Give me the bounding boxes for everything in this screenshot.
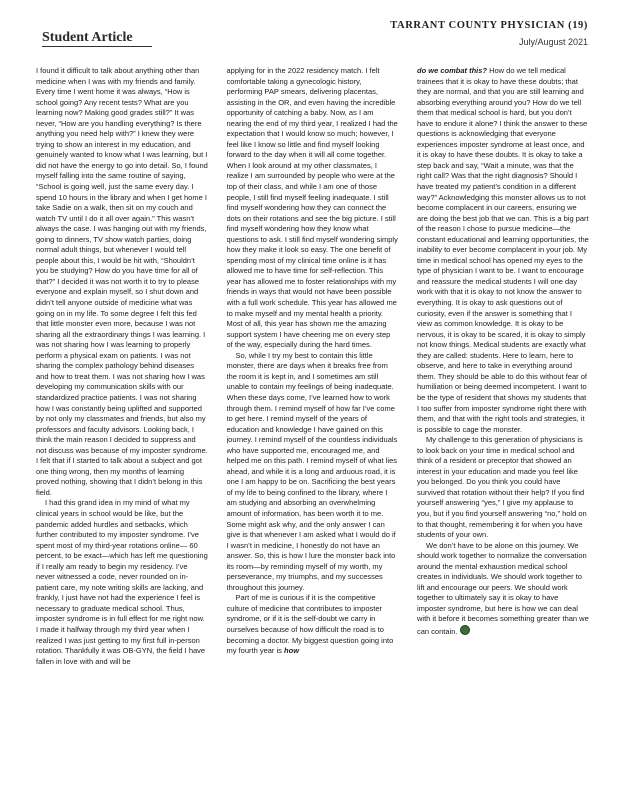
section-label: Student Article bbox=[42, 30, 133, 45]
paragraph: I found it difficult to talk about anything other than medicine when I was with my friends and family. Every time I went home it was always, “How is school going? Any recent tests? What are you learning now? Making good grades still?” It was never, “How are you handling everything? Is there anything you need help with?” I knew they were trying to show an interest in my education, and genuinely wanted to know what I was learning, but I did not have the energy to go into detail. So, I found myself falling into the same routine of saying, “School is going well, just the same every day. I spend 10 hours in the library and when I get home I take Sadie on a walk, then sit on my couch and watch TV until I do it all over again.” This wasn’t always the case. I was hanging out with my friends, going to dinners, TV show watch parties, doing normal adult things, but whenever I would tell people about this, I would be hit with, “Shouldn’t you be studying? How do you have time for all of that?” I decided it was not worth it to try to please everyone and explain myself, so I shut down and didn’t tell anyone outside of medicine what was going on in my life. To some degree I felt this fed that little monster even more, because I was not sharing all the extraordinary things I was learning. I was not sharing how I was learning to properly perform a physical exam on patients. I was not sharing the complex pathology behind diseases and how to treat them. I was not sharing how I was developing my communication skills with our standardized practice patients. I was not sharing how I was constantly being uplifted and supported by not only my classmates and friends, but also my professors and faculty advisors. Looking back, I think the main reason I decided to suppress and not discuss was because of my imposter syndrome. I felt that if I started to talk about a subject and got one thing wrong, then my months of learning proved nothing, showing that I didn’t belong in this field. bbox=[36, 66, 208, 497]
paragraph-text: Part of me is curious if it is the competitive culture of medicine that contributes to imposter syndrome, or if it is the self-doubt we carry in ourselves because of how difficult the road is to becoming a doctor. My biggest question going into my fourth year is bbox=[226, 593, 394, 656]
column-3 bbox=[417, 66, 589, 786]
paragraph bbox=[417, 541, 589, 638]
paragraph bbox=[227, 593, 399, 656]
article-columns bbox=[36, 66, 589, 786]
paragraph: My challenge to this generation of physicians is to look back on your time in medical school and think of a resident or preceptor that showed an interest in your education and made you feel like you belonged. Do you think you could have survived that rotation without their help? If you find yourself answering “yes,” I give my applause to you, but if you find yourself answering “no,” hold on to that thought, remembering it for when you have students of your own. bbox=[417, 435, 587, 540]
paragraph: applying for in the 2022 residency match. I felt comfortable taking a gynecologic history, performing PAP smears, delivering placentas, assisting in the OR, and even having the incredible opportunity of catching a baby. Now, as I am nearing the end of my third year, I realized I had the expectation that I would know so much; however, I feel like I know so little and find myself looking forward to the day when it will all come together. When I look around at my other classmates, I realize I am surrounded by people who were at the top of their class, and while I am one of those people, I still find myself feeling inadequate. I still find myself wondering how they can connect the dots on their rotations and see the big picture. I still find myself wondering how they know what questions to ask. I still find myself wondering simply how they make it look so easy. The one benefit of spending most of my clinical time online is it has allowed me to have time for self-reflection. This year has allowed me to foster relationships with my friends in ways that would not have been possible with a full work schedule. This year has allowed me to make myself and my mental health a priority. Most of all, this year has shown me the amazing support system I have cheering me on every step of the way, especially during the hard times. bbox=[226, 66, 398, 350]
emphasis-text: do we combat this? bbox=[417, 66, 488, 75]
paragraph-text: We don’t have to be alone on this journey. We should work together to normalize the conversation around the mental exhaustion medical school creates in individuals. We should work together to lift and encourage our peers. We should work together to ultimately say it is okay to have imposter syndrome, but here is how we can deal with it before it becomes something greater than we can contain. bbox=[417, 540, 589, 636]
masthead bbox=[390, 20, 588, 47]
publication-title: TARRANT COUNTY PHYSICIAN (19) bbox=[390, 20, 588, 31]
emphasis-text: how bbox=[284, 646, 300, 656]
column-2 bbox=[227, 66, 399, 786]
paragraph: I had this grand idea in my mind of what my clinical years in school would be like, but the pandemic added hurdles and setbacks, which further contributed to my imposter syndrome. I’ve spent most of my third-year rotations online— 60 percent, to be exact—which has left me questioning if I really am ready to begin my residency. I’ve never witnessed a code, never rounded on in-patient care, my note writing skills are lacking, and frankly, I just have not had the experience I feel is necessary to graduate medical school. Thus, imposter syndrome is in full effect for me right now. I made it halfway through my third year when I realized I was just getting to my first full in-person rotation. Thankfully it was OB-GYN, the field I have fallen in love with and will be bbox=[36, 498, 208, 666]
section-underline bbox=[42, 46, 152, 47]
column-1 bbox=[36, 66, 208, 786]
paragraph: So, while I try my best to contain this little monster, there are days when it breaks free from the room it is kept in, and I sometimes am still unable to contain my feelings of being inadequate. When these days come, I’ve learned how to work through them. I remind myself of how far I’ve come to get here. I remind myself of the years of education and knowledge I have gained on this journey. I remind myself of the countless individuals who have supported me, encouraged me, and helped me on this path. I remind myself of what lies ahead, and while it is a long and arduous road, it is one I am happy to be on. Sacrificing the best years of my life to being confined to the library, where I am studying and absorbing an overwhelming amount of information, has been worth it to me. Some might ask why, and the only answer I can give is that whenever I am asked what I would do if I wasn’t in medicine, I honestly do not have an answer. So, this is how I lure the monster back into its room—by reminding myself of my worth, my perseverance, my triumphs, and my successes throughout this journey. bbox=[226, 350, 398, 592]
paragraph-text: How do we tell medical trainees that it is okay to have these doubts; that they are normal, and that you are still learning and absorbing everything around you? How do we tell them that medical school is hard, but you don’t have to endure it alone? I think the answer to these questions is acknowledging that everyone experiences imposter syndrome at least once, and it is okay to have these doubts. It is okay to take a step back and say, “Wait a minute, was that the right call? Was that the right diagnosis? Should I have treated my patient’s condition in a different way?” Acknowledging this monster allows us to not become complacent in our careers, ensuring we are doing the best job that we can. This is a big part of the reason I chose to pursue medicine—the constant educational and learning opportunities, the inability to ever become complacent in your job. My time in medical school has opened my eyes to the type of physician I want to be. I want to encourage and reassure the medical students I will one day work with that it is okay to not know the answer to everything. It is okay to ask questions out of curiosity, even if the answer is something that I view as common knowledge. It is okay to be nervous, it is okay to be scared, it is okay to simply not know things. Medical students are exactly what they are called: students. Here to learn, here to observe, and here to take in everything around them. They should be able to do this without fear of humiliation or being deemed incompetent. I want to be the type of resident that shows my students that I too suffer from imposter syndrome right there with them, and that with the right tools and strategies, it is possible to cage the monster. bbox=[417, 66, 589, 434]
issue-date: July/August 2021 bbox=[518, 37, 588, 47]
end-of-article-icon bbox=[460, 625, 470, 635]
paragraph bbox=[417, 66, 589, 435]
